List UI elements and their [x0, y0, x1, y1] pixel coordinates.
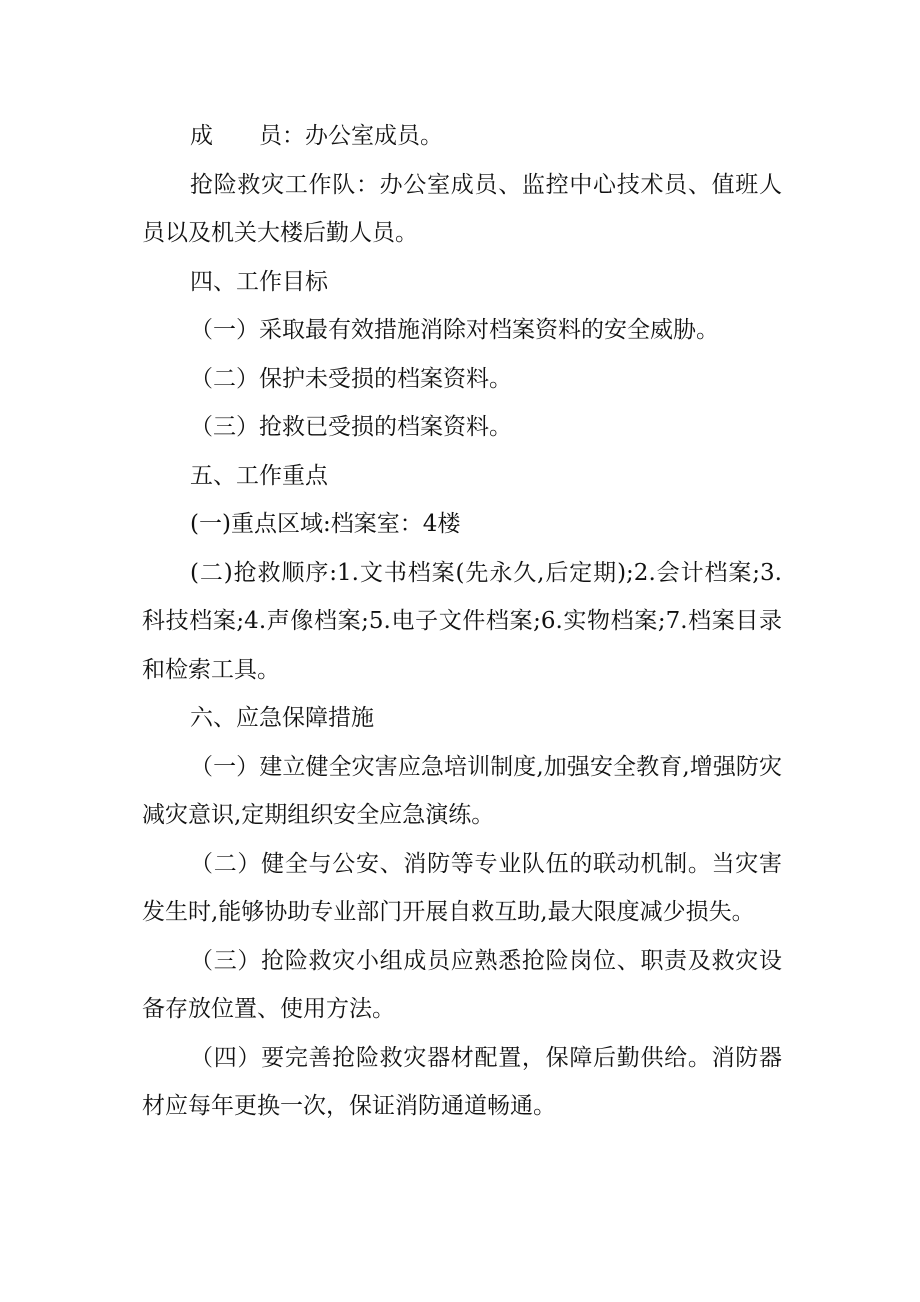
heading-emergency-measures: 六、应急保障措施 [190, 705, 374, 731]
document-body [142, 112, 782, 1131]
paragraph-measure-4: （四）要完善抢险救灾器材配置，保障后勤供给。消防器材应每年更换一次，保证消防通道畅通。 [142, 1044, 782, 1119]
paragraph-goal-1: （一）采取最有效措施消除对档案资料的安全威胁。 [190, 317, 719, 343]
heading-work-goals: 四、工作目标 [190, 268, 328, 295]
paragraph-members: 成 员：办公室成员。 [190, 123, 443, 149]
paragraph-goal-2: （二）保护未受损的档案资料。 [190, 365, 512, 392]
paragraph-rescue-team: 抢险救灾工作队：办公室成员、监控中心技术员、值班人员以及机关大楼后勤人员。 [142, 171, 782, 246]
paragraph-measure-3: （三）抢险救灾小组成员应熟悉抢险岗位、职责及救灾设备存放位置、使用方法。 [142, 947, 782, 1022]
paragraph-measure-1: （一）建立健全灾害应急培训制度,加强安全教育,增强防灾减灾意识,定期组织安全应急演练。 [142, 753, 782, 828]
paragraph-rescue-order: (二)抢救顺序:1.文书档案(先永久,后定期);2.会计档案;3.科技档案;4.声像档案;5.电子文件档案;6.实物档案;7.档案目录和检索工具。 [142, 559, 782, 683]
heading-work-focus: 五、工作重点 [190, 462, 328, 489]
paragraph-measure-2: （二）健全与公安、消防等专业队伍的联动机制。当灾害发生时,能够协助专业部门开展自救互助,最大限度减少损失。 [142, 850, 782, 925]
paragraph-focus-area: (一)重点区域:档案室：4楼 [190, 511, 461, 537]
paragraph-goal-3: （三）抢救已受损的档案资料。 [190, 414, 512, 440]
